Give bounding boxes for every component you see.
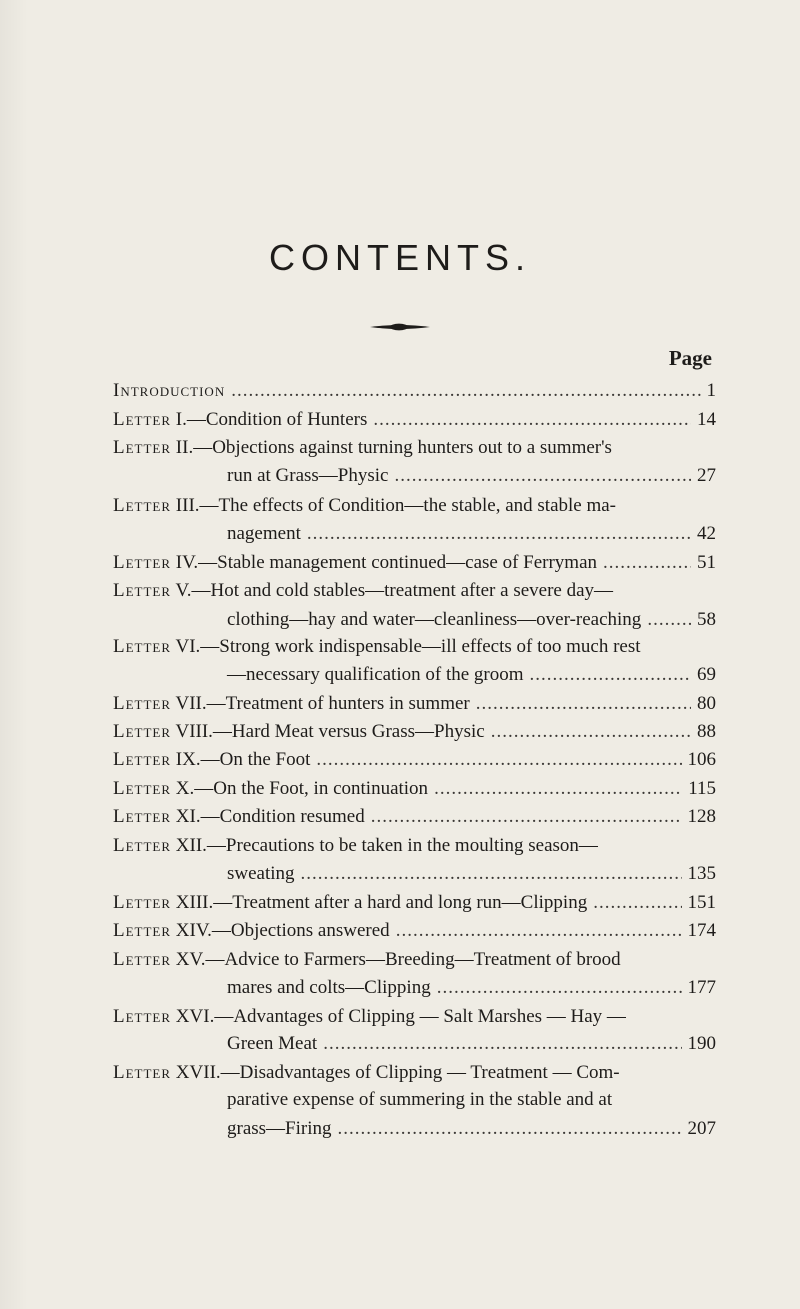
dot-leader	[647, 608, 691, 632]
toc-entry-title: XVII.—Disadvantages of Clipping — Treatment — Com-	[175, 1062, 620, 1083]
toc-entry-text	[113, 1005, 626, 1029]
toc-page-number: 80	[697, 693, 716, 714]
toc-entry-text	[227, 976, 431, 1000]
dot-leader	[434, 777, 682, 801]
toc-entry-text	[113, 1061, 620, 1085]
toc-entry-title: I.—Condition of Hunters	[175, 409, 368, 430]
toc-entry-title: III.—The effects of Condition—the stable, and stable ma-	[175, 495, 617, 516]
toc-entry	[227, 976, 716, 1000]
toc-entry-title: XI.—Condition resumed	[175, 806, 365, 827]
toc-entry-text	[113, 408, 367, 432]
toc-entry	[227, 1117, 716, 1141]
toc-entry-label: Letter	[113, 835, 172, 856]
toc-entry	[227, 663, 716, 687]
toc-entry	[113, 720, 716, 744]
toc-entry-title: X.—On the Foot, in continuation	[175, 778, 429, 799]
toc-entry	[113, 805, 716, 829]
toc-entry-label: Letter	[113, 1006, 172, 1027]
toc-page-number: 115	[688, 778, 716, 799]
toc-entry-text	[113, 720, 485, 744]
toc-entry-text	[113, 891, 587, 915]
toc-page-number: 151	[687, 892, 716, 913]
toc-entry	[113, 692, 716, 716]
toc-entry-text	[227, 608, 641, 632]
toc-page-number: 51	[697, 552, 716, 573]
toc-entry-label: Letter	[113, 892, 172, 913]
dot-leader	[323, 1032, 681, 1056]
toc-entry-label: Letter	[113, 721, 172, 742]
toc-entry	[113, 834, 716, 858]
toc-entry	[227, 1088, 716, 1112]
toc-entry-title: II.—Objections against turning hunters out to a summer's	[175, 437, 612, 458]
toc-entry-title: VII.—Treatment of hunters in summer	[175, 693, 470, 714]
toc-entry-label: Letter	[113, 495, 172, 516]
toc-entry	[113, 948, 716, 972]
dot-leader	[396, 919, 682, 943]
toc-page-number: 106	[687, 749, 716, 770]
dot-leader	[491, 720, 691, 744]
toc-page-number: 14	[697, 409, 716, 430]
toc-entry	[113, 1005, 716, 1029]
toc-entry-title: XII.—Precautions to be taken in the moulting season—	[175, 835, 598, 856]
toc-entry-label: Introduction	[113, 380, 226, 401]
toc-entry	[113, 777, 716, 801]
dot-leader	[476, 692, 691, 716]
toc-entry-text	[113, 919, 390, 943]
toc-page-number: 174	[687, 920, 716, 941]
toc-entry-text	[113, 494, 616, 518]
toc-entry	[227, 1032, 716, 1056]
toc-entry-title: XIII.—Treatment after a hard and long run—Clipping	[175, 892, 588, 913]
toc-entry-label: Letter	[113, 580, 172, 601]
toc-entry-label: Letter	[113, 949, 172, 970]
toc-entry-text	[227, 1117, 332, 1141]
toc-entry-text	[113, 379, 225, 403]
toc-entry-title: VIII.—Hard Meat versus Grass—Physic	[175, 721, 485, 742]
toc-entry-text	[227, 1032, 317, 1056]
toc-entry-text	[227, 522, 301, 546]
toc-entry-text	[113, 948, 621, 972]
toc-entry-text	[113, 436, 612, 460]
toc-entry-label: Letter	[113, 552, 172, 573]
toc-page-number: 27	[697, 465, 716, 486]
toc-page-number: 88	[697, 721, 716, 742]
toc-page-number: 42	[697, 523, 716, 544]
toc-entry	[227, 464, 716, 488]
dot-leader	[231, 379, 700, 403]
toc-entry	[113, 379, 716, 403]
toc-entry	[113, 919, 716, 943]
toc-page-number: 207	[687, 1118, 716, 1139]
toc-entry-text	[113, 748, 310, 772]
toc-entry-title: sweating	[227, 863, 295, 884]
toc-entry-title: VI.—Strong work indispensable—ill effects of too much rest	[175, 636, 641, 657]
toc-entry-label: Letter	[113, 778, 172, 799]
toc-entry-title: parative expense of summering in the stable and at	[227, 1089, 613, 1110]
toc-entry-label: Letter	[113, 636, 172, 657]
toc-entry-text	[113, 805, 365, 829]
toc-entry-label: Letter	[113, 749, 172, 770]
dot-leader	[301, 862, 682, 886]
toc-entry-title: XV.—Advice to Farmers—Breeding—Treatment of brood	[175, 949, 621, 970]
toc-entry-text	[113, 777, 428, 801]
dot-leader	[307, 522, 691, 546]
toc-entry	[113, 551, 716, 575]
toc-entry-text	[227, 1088, 612, 1112]
toc-entry-label: Letter	[113, 693, 172, 714]
dot-leader	[530, 663, 691, 687]
toc-entry-title: —necessary qualification of the groom	[227, 664, 524, 685]
toc-entry	[113, 408, 716, 432]
toc-page-number: 69	[697, 664, 716, 685]
toc-entry-text	[227, 464, 388, 488]
toc-page-number: 177	[687, 977, 716, 998]
toc-entry-title: clothing—hay and water—cleanliness—over-reaching	[227, 609, 642, 630]
toc-entry	[227, 522, 716, 546]
toc-entry-text	[227, 663, 524, 687]
toc-entry	[113, 1061, 716, 1085]
toc-page-number: 58	[697, 609, 716, 630]
toc-page-number: 190	[687, 1033, 716, 1054]
toc-entry-label: Letter	[113, 1062, 172, 1083]
toc-entry-title: grass—Firing	[227, 1118, 332, 1139]
dot-leader	[394, 464, 691, 488]
toc-entry-label: Letter	[113, 806, 172, 827]
dot-leader	[603, 551, 691, 575]
toc-entry	[113, 436, 716, 460]
ornament-rule	[368, 322, 432, 332]
toc-entry	[113, 579, 716, 603]
dot-leader	[338, 1117, 682, 1141]
toc-entry	[227, 862, 716, 886]
toc-entry-title: IV.—Stable management continued—case of Ferryman	[175, 552, 598, 573]
toc-page-number: 128	[687, 806, 716, 827]
toc-entry-title: V.—Hot and cold stables—treatment after a severe day—	[175, 580, 614, 601]
toc-entry-label: Letter	[113, 409, 172, 430]
toc-entry-text	[113, 579, 613, 603]
toc-entry-title: mares and colts—Clipping	[227, 977, 431, 998]
dot-leader	[316, 748, 681, 772]
toc-entry-label: Letter	[113, 437, 172, 458]
toc-entry	[227, 608, 716, 632]
toc-page-number: 135	[687, 863, 716, 884]
toc-page-number: 1	[706, 380, 716, 401]
page-column-label: Page	[668, 346, 712, 370]
toc-entry-text	[227, 862, 295, 886]
dot-leader	[371, 805, 682, 829]
dot-leader	[373, 408, 691, 432]
contents-heading: CONTENTS.	[268, 237, 531, 278]
page-edge-shadow	[0, 0, 28, 1309]
toc-entry	[113, 891, 716, 915]
toc-entry	[113, 748, 716, 772]
toc-entry-text	[113, 692, 470, 716]
toc-entry-title: run at Grass—Physic	[227, 465, 389, 486]
toc-entry-label: Letter	[113, 920, 172, 941]
toc-entry-text	[113, 551, 597, 575]
toc-entry-title: XIV.—Objections answered	[175, 920, 390, 941]
toc-entry-title: IX.—On the Foot	[175, 749, 311, 770]
toc-entry-text	[113, 834, 598, 858]
toc-entry-text	[113, 635, 641, 659]
dot-leader	[593, 891, 681, 915]
toc-entry-title: Green Meat	[227, 1033, 318, 1054]
toc-entry-title: nagement	[227, 523, 301, 544]
toc-entry-title: XVI.—Advantages of Clipping — Salt Marshes — Hay —	[175, 1006, 626, 1027]
toc-entry	[113, 494, 716, 518]
dot-leader	[437, 976, 682, 1000]
toc-entry	[113, 635, 716, 659]
